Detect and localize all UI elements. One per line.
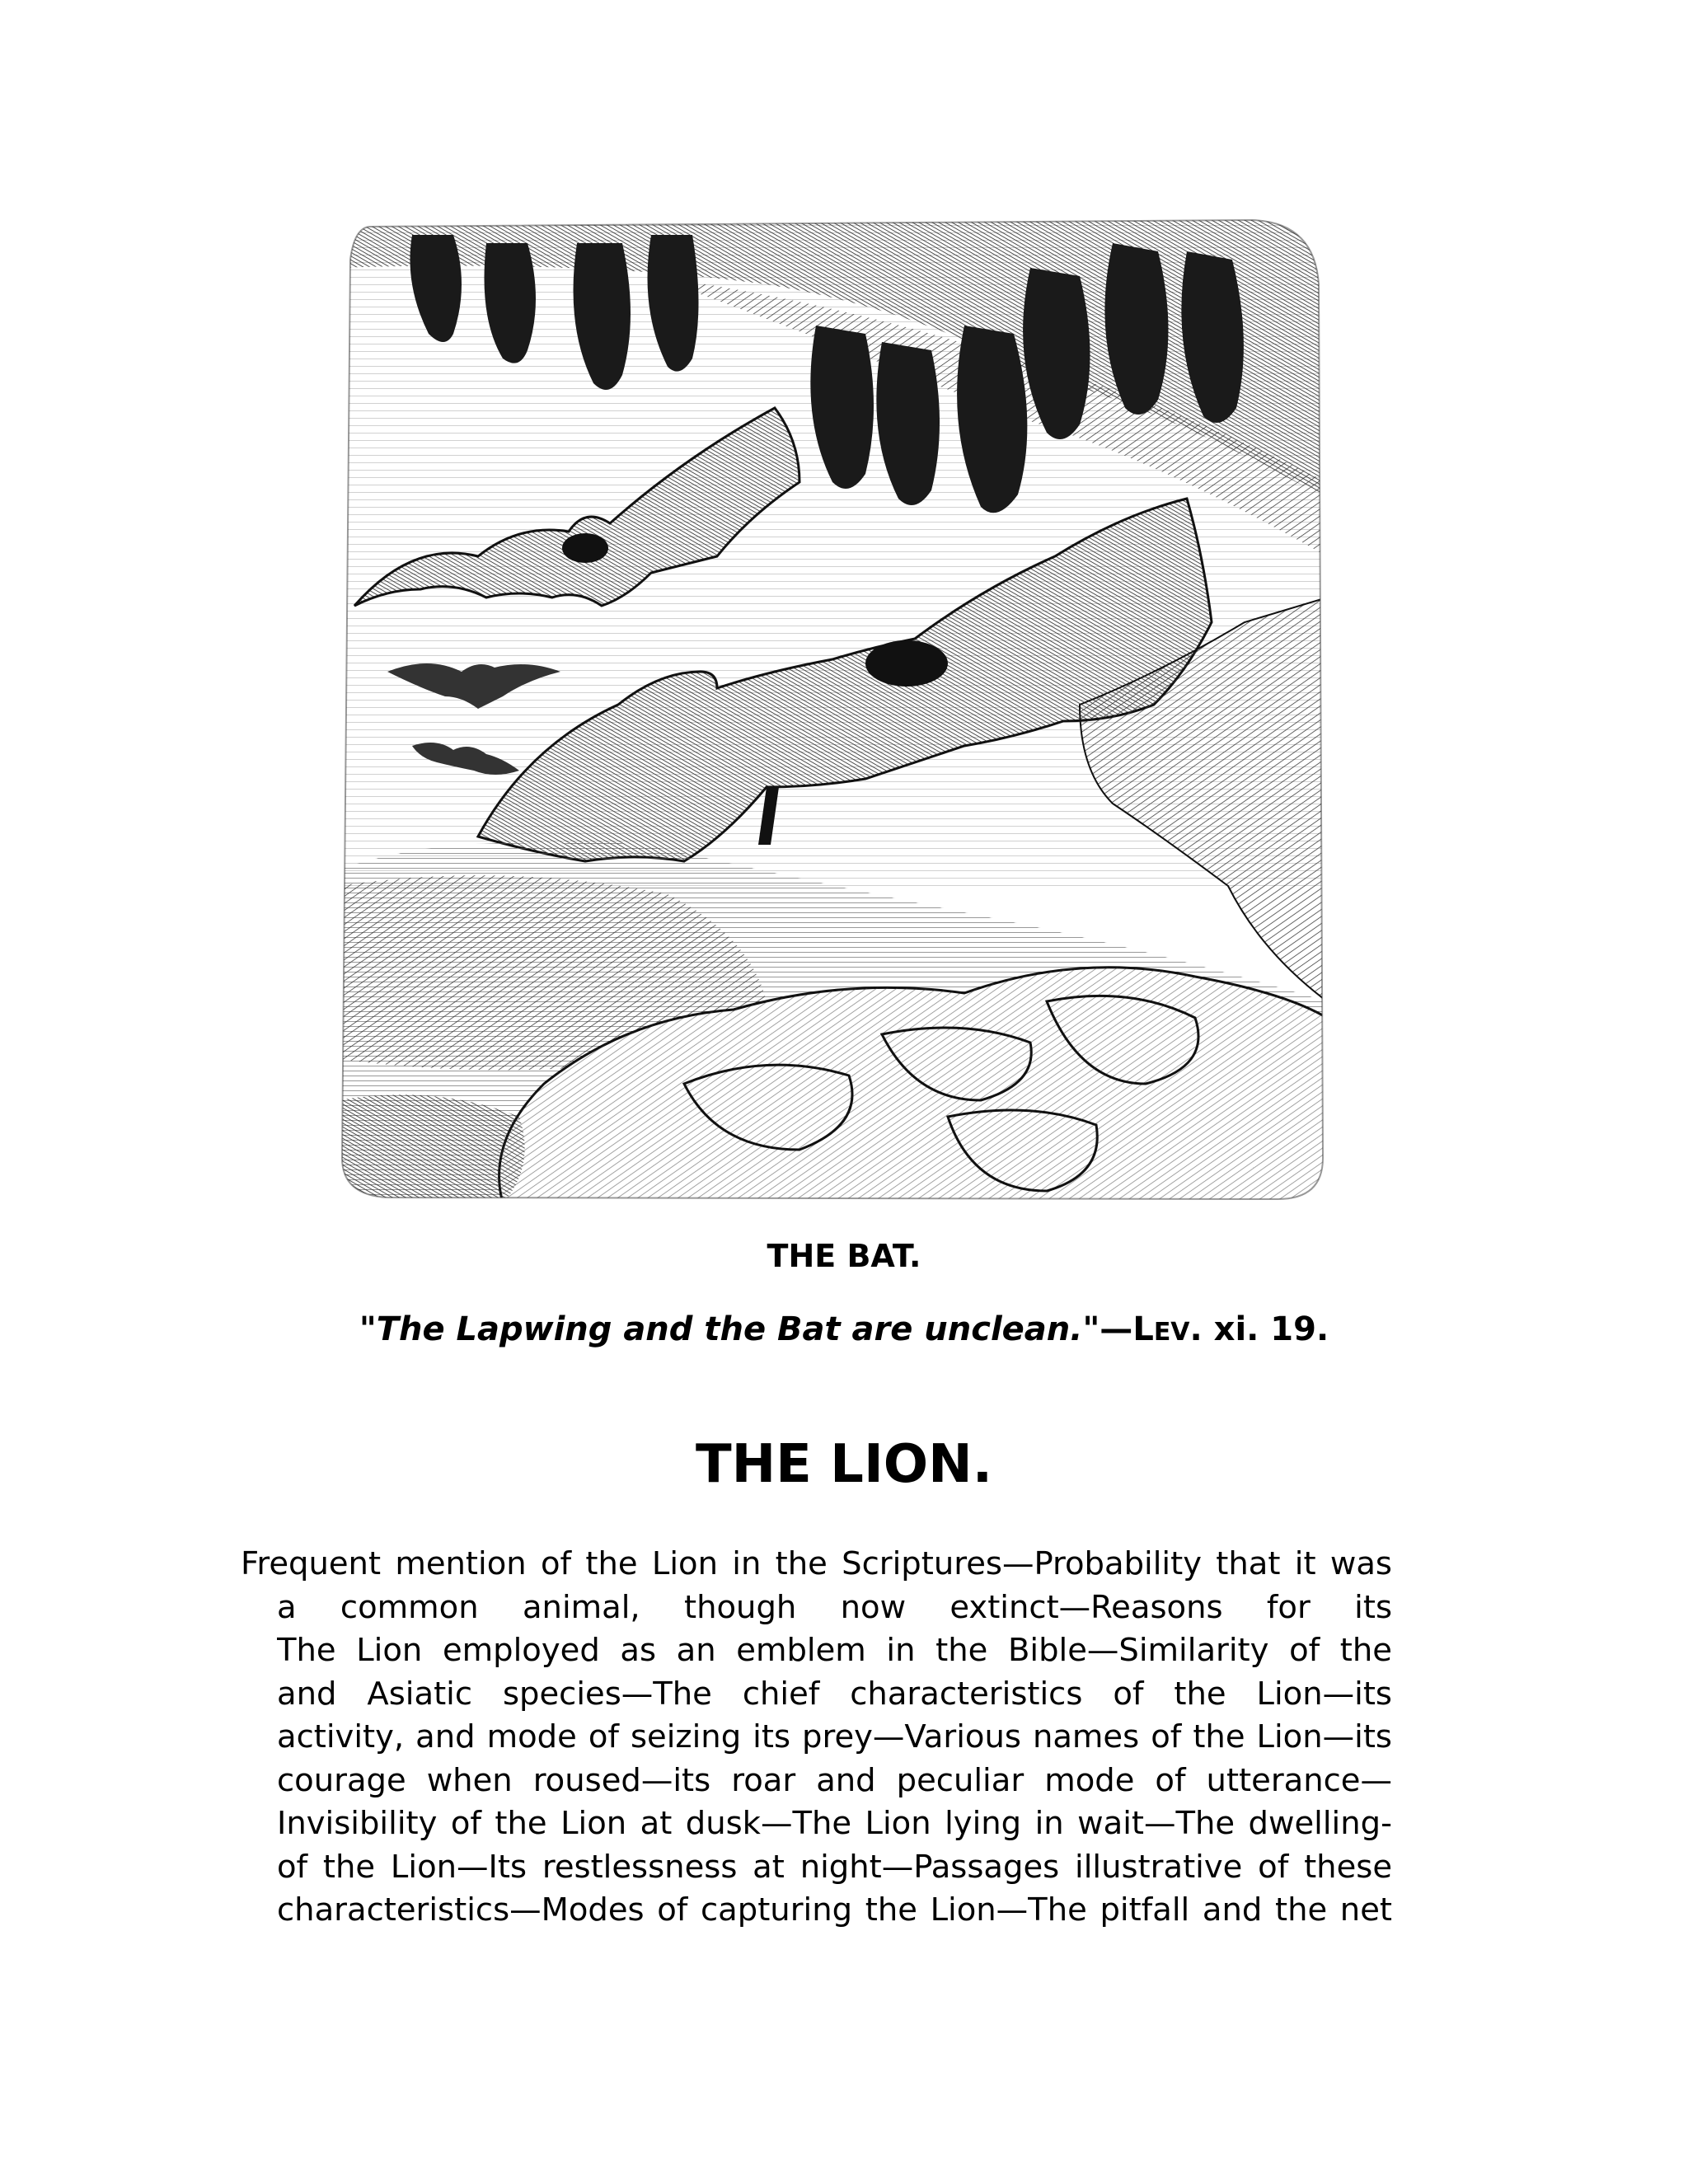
synopsis-line: of the Lion—Its restlessness at night—Passages illustrative of these [277, 1848, 1392, 1886]
bat-engraving-illustration [338, 210, 1327, 1203]
reference-chapter-verse: . xi. 19. [1189, 1310, 1329, 1348]
synopsis-line: Invisibility of the Lion at dusk—The Lion lying in wait—The dwelling- [277, 1805, 1392, 1842]
illustration-caption-quote [0, 1310, 1688, 1348]
quote-open: " [359, 1310, 377, 1348]
synopsis-line: and Asiatic species—The chief characteristics of the Lion—its [277, 1675, 1392, 1713]
quote-close: "— [1082, 1310, 1133, 1348]
quote-text: The Lapwing and the Bat are unclean. [376, 1310, 1083, 1348]
chapter-synopsis [241, 1543, 1392, 1933]
chapter-title: THE LION. [695, 1434, 993, 1495]
synopsis-line: characteristics—Modes of capturing the Lion—The pitfall and the net [277, 1891, 1392, 1929]
illustration-caption-title: THE BAT. [767, 1238, 921, 1274]
synopsis-line: Frequent mention of the Lion in the Scriptures—Probability that it was [241, 1545, 1392, 1582]
reference-book-rest: EV [1153, 1318, 1190, 1347]
synopsis-line: courage when roused—its roar and peculiar mode of utterance— [277, 1761, 1392, 1799]
synopsis-line: The Lion employed as an emblem in the Bible—Similarity of the [277, 1632, 1392, 1669]
synopsis-line: activity, and mode of seizing its prey—Various names of the Lion—its [277, 1718, 1392, 1755]
reference-book-initial: L [1132, 1310, 1154, 1348]
synopsis-line: a common animal, though now extinct—Reasons for its [277, 1588, 1392, 1626]
bat-engraving-icon [338, 210, 1327, 1203]
